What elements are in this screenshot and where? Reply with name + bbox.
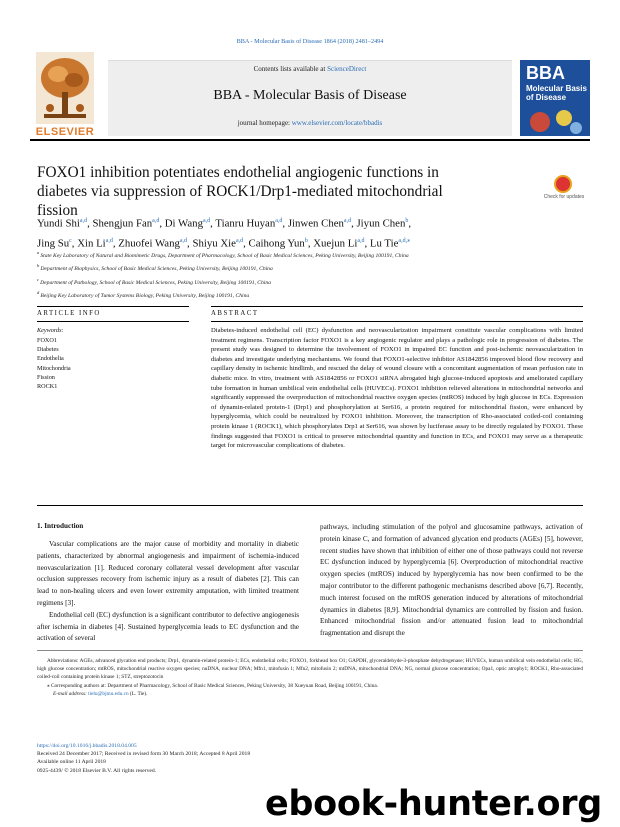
affiliation-text: State Key Laboratory of Natural and Biomimetic Drugs, Department of Pharmacology, School of Basic Medical Sciences, Peking University, Beijing 100191, China [40,252,409,259]
journal-cover-image[interactable] [520,60,590,136]
author-email-link[interactable]: tielu@bjmu.edu.cn [88,690,129,697]
affiliation-marker: c [37,276,41,282]
footnotes [37,657,583,698]
received-dates: Received 24 December 2017; Received in revised form 30 March 2018; Accepted 8 April 2018 [37,751,251,758]
available-online: Available online 11 April 2018 [37,759,106,766]
corresponding-author-footnote: ⁎ Corresponding authors at: Department of Pharmacology, School of Basic Medical Sciences, Peking University, 38 Xueyuan Road, Beijing 100191, China. [47,682,379,689]
cover-title: BBA [526,63,565,83]
author-affiliation-marker[interactable]: a,d [152,218,160,224]
journal-title: BBA - Molecular Basis of Disease [213,88,407,103]
cover-subtitle: Molecular Basis of Disease [526,84,587,102]
article-title: FOXO1 inhibition potentiates endothelial angiogenic functions in diabetes via suppression of ROCK1/Drp1-mediated mitochondrial fission [37,164,443,219]
author-name[interactable]: Jinwen Chen [287,217,344,230]
keyword-item[interactable]: ROCK1 [37,383,58,391]
keywords-list [37,336,71,391]
author-affiliation-marker[interactable]: a,d [202,218,211,224]
publisher-logo-text: ELSEVIER [35,126,95,138]
author-affiliation-marker[interactable]: a,d [357,237,365,244]
affiliation-item [37,248,577,261]
keyword-item[interactable]: Diabetes [37,346,59,354]
watermark-text: ebook-hunter.org [264,784,602,824]
keyword-item[interactable]: Mitochondria [37,364,71,372]
affiliation-item [37,288,577,301]
affiliation-marker: d [37,290,41,296]
author-line-2: Jing Su$^c$, Xin Li$^{a,d}$, Zhuofei Wang$^{a,d}$, Shiyu Xie$^{a,d}$, Caihong Yun$^b$, Xuejun Li$^{a,d}$, Lu Tie$^{a,d,⁎}$ [37,237,411,250]
author-affiliation-marker[interactable]: a,d [275,218,283,224]
affiliation-text: Department of Pathology, School of Basic Medical Sciences, Peking University, Beijing 100191, China [40,279,271,286]
author-name[interactable]: Di Wang [164,217,203,230]
email-suffix: (L. Tie). [128,690,148,697]
author-name[interactable]: Yundi Shi [37,217,80,230]
abstract-rule [211,321,583,322]
elsevier-logo[interactable] [30,52,100,140]
intro-paragraph: Endothelial cell (EC) dysfunction is a significant contributor to defective angiogenesis after ischemia in diabetes [4]. Sustained hyperglycemia leads to EC dysfunction and the activation of several [37,610,299,643]
article-info-rule-top [37,306,189,307]
abbreviations-footnote: Abbreviations: AGEs, advanced glycation end products; Drp1, dynamin-related protein-1; ECs, endothelial cells; FOXO1, forkhead box O1; GAPDH, glyceraldehyde-3-phosphate dehydrogenase; HUVECs, human umbilical vein endothelial cells; HG, high glucose concentration; mtROS, mitochondrial reactive oxygen species; nuDNA, nuclear DNA; Mfn1, mitofusin 1; Mfn2, mitofusin 2; mtDNA, mitochondrial DNA; NG, normal glucose concentration; Opa1, optic atrophy1; ROCK1, Rho-associated coiled-coil containing protein kinase 1; STZ, streptozotocin [37,658,583,681]
abstract-heading: ABSTRACT [211,310,259,317]
sciencedirect-link[interactable]: ScienceDirect [327,65,367,73]
author-name[interactable]: Shiyu Xie [192,237,236,250]
author-name[interactable]: Jiyun Chen [356,217,406,230]
body-column-left [37,539,299,645]
author-affiliation-marker[interactable]: a,d [235,237,244,244]
doi-link[interactable]: https://doi.org/10.1016/j.bbadis.2018.04.005 [37,743,137,749]
publication-info [37,742,337,775]
author-affiliation-marker[interactable]: b [304,237,308,244]
author-affiliation-marker[interactable]: a,d [105,237,113,244]
author-affiliation-marker[interactable]: a,d [343,218,352,224]
author-name[interactable]: Lu Tie [369,237,399,250]
journal-homepage-link[interactable]: www.elsevier.com/locate/bbadis [291,119,383,127]
article-info-heading: ARTICLE INFO [37,310,101,317]
author-list [37,213,577,252]
keywords-label: Keywords: [37,327,64,334]
check-updates-icon [554,175,572,193]
author-affiliation-marker[interactable]: a,d [179,237,188,244]
footnote-divider [37,650,583,651]
affiliations [37,248,577,301]
homepage-line [108,119,512,127]
affiliation-item [37,275,577,288]
author-name[interactable]: Zhuofei Wang [118,237,180,250]
journal-citation[interactable]: BBA - Molecular Basis of Disease 1864 (2018) 2481–2494 [236,38,384,45]
cover-art-icon [520,104,590,136]
email-footnote [37,690,583,698]
author-name[interactable]: Shengjun Fan [92,217,153,230]
abstract-rule-top [211,306,583,307]
email-label: E-mail address: [53,690,89,697]
author-name[interactable]: Tianru Huyan [215,217,276,230]
abstract-end-rule [37,505,583,506]
author-affiliation-marker[interactable]: b [405,218,409,224]
keyword-item[interactable]: Endothelia [37,355,64,363]
intro-paragraph: Vascular complications are the major cause of morbidity and mortality in diabetic patients, characterized by abnormal angiogenesis and impairment of ischemia-induced neovascularization [1]. Reduced coronary collateral vessel development after vascular occlusion suppresses recovery from ischemic injury as a result of diabetes [2]. This can lead to non-healing ulcers and even lower extremity amputation, with limited treatment regimens [3]. [37,540,299,607]
author-name[interactable]: Xin Li [77,237,106,250]
keyword-item[interactable]: Fission [37,373,55,381]
author-affiliation-marker[interactable]: a,d,⁎ [398,237,411,244]
author-line-1: Yundi Shi$^{a,d}$, Shengjun Fan$^{a,d}$, Di Wang$^{a,d}$, Tianru Huyan$^{a,d}$, Jinwen Chen$^{a,d}$, Jiyun Chen$^b$, [37,217,412,230]
affiliation-marker: b [37,263,41,269]
homepage-prefix: journal homepage: [237,119,292,127]
intro-paragraph-continued: pathways, including stimulation of the polyol and glucosamine pathways, activation of protein kinase C, and formation of advanced glycation end products (AGEs) [5], however, recent studies have shown that inhibition of either one of those pathways could not reverse EC dysfunction induced by hyperglycemia [6]. Overproduction of mitochondrial reactive oxygen species (mtROS) induced by hyperglycemia has now been confirmed to be the major contributor to the different pathogenic mechanisms described above [6,7]. Recently, much interest focused on the mtROS generation induced by alterations of mitochondrial dynamics in diabetes [8,9]. Mitochondrial dynamics are controlled by fission and fusion. Enhanced mitochondrial fission and/or attenuated fusion lead to mitochondrial fragmentation and disrupt the [320,523,583,638]
header-divider [30,139,590,141]
contents-line [108,65,512,73]
article-info-rule [37,321,189,322]
keyword-item[interactable]: FOXO1 [37,337,57,344]
abstract-text: Diabetes-induced endothelial cell (EC) dysfunction and neovascularization impairment constitute vascular complications with limited treatment regimens. Transcription factor FOXO1 is a key angiogenic regulator and plays a pathologic role in progression of diabetes. The present study was designed to determine the involvement of FOXO1 in impaired EC function and post-ischemic neovascularization in diabetes and investigate underlying mechanisms. We found that FOXO1-selective inhibitor AS1842856 improved blood flow recovery and capillary density in ischemic hindlimb, and rescued the delay of wound closure with a concomitant augmentation of mean perfusion rate in diabetic mice. In vitro, treatment with AS1842856 or FOXO1 siRNA abrogated high glucose-induced apoptosis and ameliorated capillary tube formation in human umbilical vein endothelial cells (HUVECs). FOXO1 inhibition relieved alterations in mitochondrial networks and significantly suppressed the overproduction of mitochondrial reactive oxygen species (mtROS) induced by high glucose in ECs. Expression of dynamin-related protein-1 (Drp1) and phosphorylation at Ser616, a protein required for mitochondrial fission, were enhanced by hyperglycemia, which could be neutralized by FOXO1 inhibition. Moreover, the transcription of Rho-associated coiled-coil containing protein kinase 1 (ROCK1), which phosphorylates Drp1 at Ser616, was shown by luciferase assay to be directly regulated by FOXO1. These findings suggested that FOXO1 is critical to preserve mitochondrial quantity and function in ECs, and FOXO1 may serve as a therapeutic target for microvascular complications of diabetes. [211,327,583,450]
body-column-right [320,522,583,640]
check-for-updates-badge[interactable] [540,175,588,215]
copyright: 0925-4439/ © 2018 Elsevier B.V. All rights reserved. [37,767,157,774]
affiliation-text: Department of Biophysics, School of Basic Medical Sciences, Peking University, Beijing 100191, China [40,266,273,273]
author-name[interactable]: Caihong Yun [248,237,305,250]
author-affiliation-marker[interactable]: c [69,237,72,244]
author-name[interactable]: Jing Su [37,237,70,250]
author-affiliation-marker[interactable]: a,d [79,218,88,224]
affiliation-text: Beijing Key Laboratory of Tumor Systems Biology, Peking University, Beijing 100191, China [40,292,250,299]
contents-prefix: Contents lists available at [253,65,328,73]
elsevier-tree-icon [36,52,94,124]
author-name[interactable]: Xuejun Li [313,237,358,250]
journal-masthead [108,60,512,136]
affiliation-item [37,261,577,274]
introduction-heading: 1. Introduction [37,522,84,530]
check-updates-label: Check for updates [543,194,585,200]
affiliation-marker: a [37,250,41,255]
